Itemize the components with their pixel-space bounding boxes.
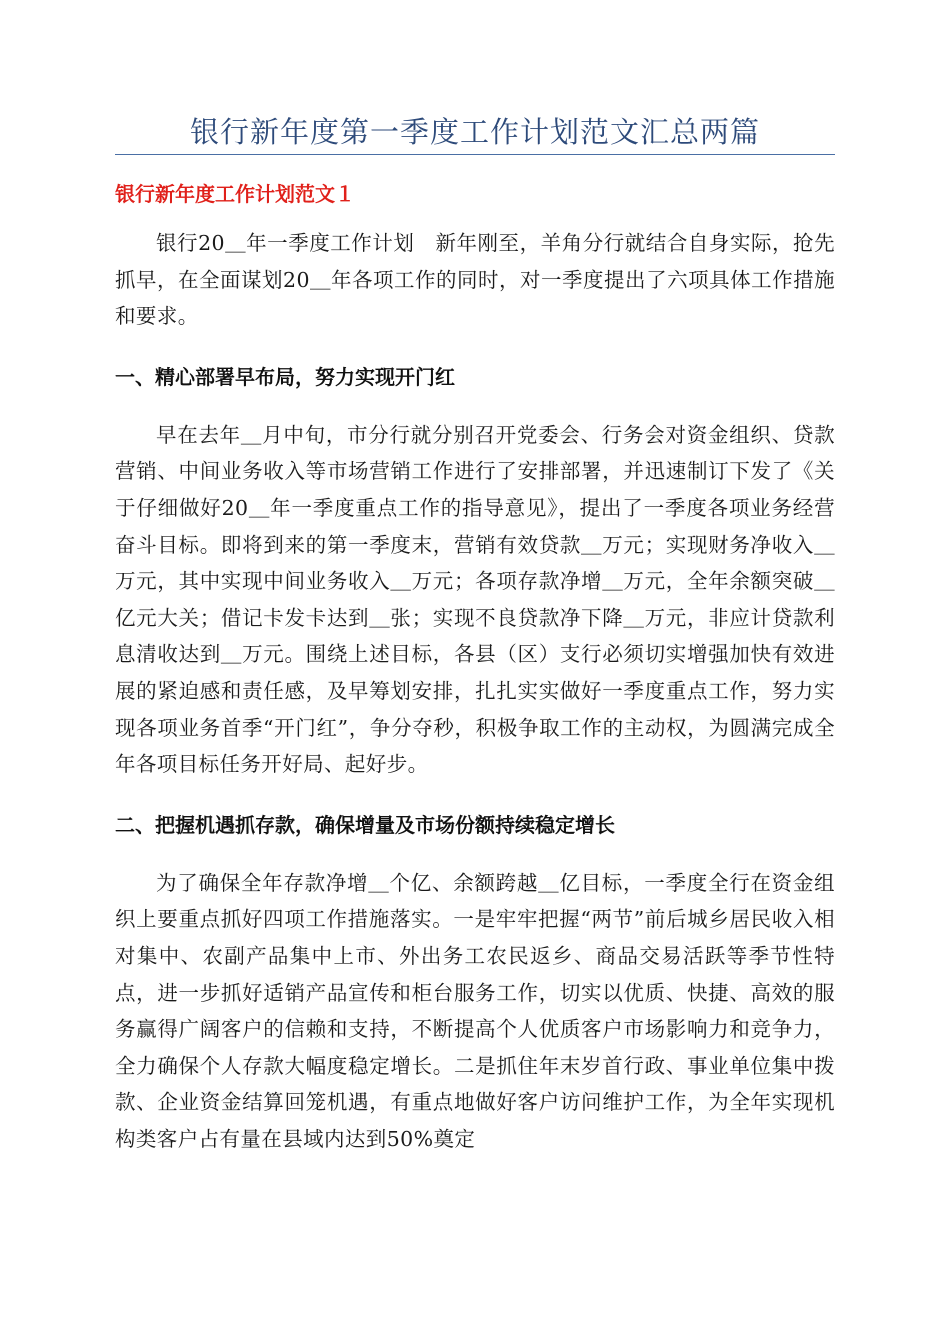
intro-paragraph: 银行20＿年一季度工作计划 新年刚至，羊角分行就结合自身实际，抢先抓早，在全面谋划20＿年各项工作的同时，对一季度提出了六项具体工作措施和要求。 <box>115 231 835 329</box>
section1-paragraph: 早在去年＿月中旬，市分行就分别召开党委会、行务会对资金组织、贷款营销、中间业务收入等市场营销工作进行了安排部署，并迅速制订下发了《关于仔细做好20＿年一季度重点工作的指导意见》，提出了一季度各项业务经营奋斗目标。即将到来的第一季度末，营销有效贷款＿万元；实现财务净收入＿万元，其中实现中间业务收入＿万元；各项存款净增＿万元，全年余额突破＿亿元大关；借记卡发卡达到＿张；实现不良贷款净下降＿万元，非应计贷款利息清收达到＿万元。围绕上述目标，各县（区）支行必须切实增强加快有效进展的紧迫感和责任感，及早筹划安排，扎扎实实做好一季度重点工作，努力实现各项业务首季“开门红”，争分夺秒，积极争取工作的主动权，为圆满完成全年各项目标任务开好局、起好步。 <box>115 422 835 777</box>
section2-heading: 二、把握机遇抓存款，确保增量及市场份额持续稳定增长 <box>115 812 615 837</box>
section2-paragraph: 为了确保全年存款净增＿个亿、余额跨越＿亿目标，一季度全行在资金组织上要重点抓好四项工作措施落实。一是牢牢把握“两节”前后城乡居民收入相对集中、农副产品集中上市、外出务工农民返乡、商品交易活跃等季节性特点，进一步抓好适销产品宣传和柜台服务工作，切实以优质、快捷、高效的服务赢得广阔客户的信赖和支持，不断提高个人优质客户市场影响力和竞争力，全力确保个人存款大幅度稳定增长。二是抓住年末岁首行政、事业单位集中拨款、企业资金结算回笼机遇，有重点地做好客户访问维护工作，为全年实现机构类客户占有量在县域内达到50%奠定 <box>115 870 835 1151</box>
document-title: 银行新年度第一季度工作计划范文汇总两篇 <box>189 115 760 149</box>
subtitle: 银行新年度工作计划范文１ <box>115 182 355 206</box>
section1-heading: 一、精心部署早布局，努力实现开门红 <box>115 364 455 389</box>
document-body <box>115 225 835 1157</box>
title-divider <box>115 154 835 155</box>
